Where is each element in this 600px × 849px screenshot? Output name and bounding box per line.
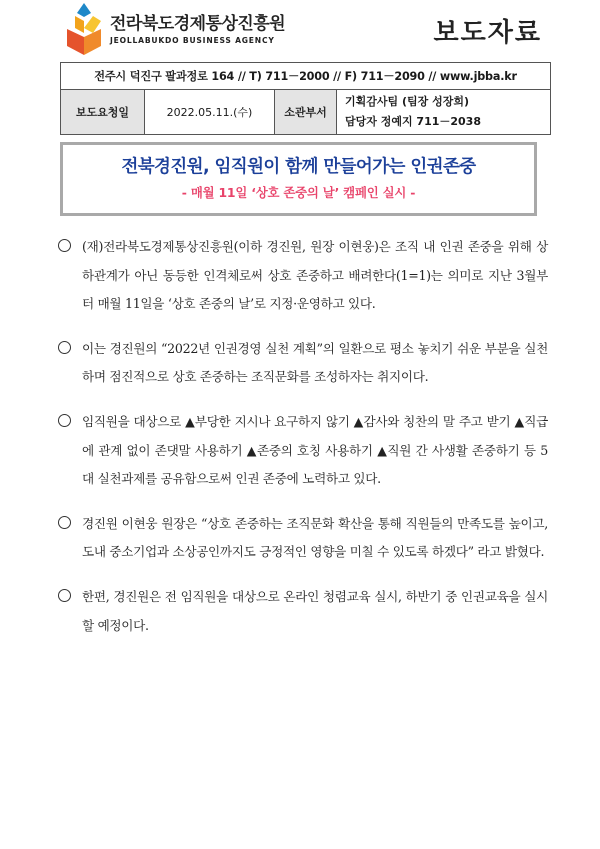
headline-subtitle: - 매월 11일 ‘상호 존중의 날’ 캠페인 실시 -	[181, 185, 416, 200]
contact-person: 담당자 정예지 711－2038	[345, 115, 481, 128]
body-text	[58, 233, 548, 656]
paragraph-text: (재)전라북도경제통상진흥원(이하 경진원, 원장 이현웅)은 조직 내 인권 존중을 위해 상하관계가 아닌 동등한 인격체로써 상호 존중하고 배려한다(1=1)는 의미로 지난 3월부터 매월 11일을 ‘상호 존중의 날’로 지정·운영하고 있다.	[82, 239, 548, 312]
headline-box	[60, 142, 537, 216]
address-cell	[61, 63, 551, 90]
jbba-logo-icon	[67, 3, 101, 55]
department-label: 소관부서	[275, 90, 337, 135]
circle-bullet-icon	[58, 589, 71, 602]
department-name: 기획감사팀 (팀장 성장희)	[345, 95, 469, 108]
paragraph	[58, 510, 548, 567]
info-table	[60, 62, 551, 135]
header	[60, 0, 550, 60]
paragraph-text: 경진원 이현웅 원장은 “상호 존중하는 조직문화 확산을 통해 직원들의 만족도를 높이고, 도내 중소기업과 소상공인까지도 긍정적인 영향을 미칠 수 있도록 하겠다” 라고 밝혔다.	[82, 515, 548, 560]
headline-title: 전북경진원, 임직원이 함께 만들어가는 인권존중	[121, 157, 476, 177]
circle-bullet-icon	[58, 239, 71, 252]
paragraph	[58, 233, 548, 319]
paragraph	[58, 408, 548, 494]
circle-bullet-icon	[58, 516, 71, 529]
paragraph-text: 한편, 경진원은 전 임직원을 대상으로 온라인 청렴교육 실시, 하반기 중 인권교육을 실시할 예정이다.	[82, 588, 548, 633]
address-line: 전주시 덕진구 팔과정로 164 // T) 711－2000 // F) 711－2090 // www.jbba.kr	[94, 70, 517, 83]
circle-bullet-icon	[58, 341, 71, 354]
paragraph	[58, 583, 548, 640]
circle-bullet-icon	[58, 414, 71, 427]
request-date-label: 보도요청일	[61, 90, 145, 135]
department-contact-cell	[337, 90, 551, 135]
org-name-english: JEOLLABUKDO BUSINESS AGENCY	[110, 36, 275, 45]
org-name: 전라북도경제통상진흥원	[110, 14, 286, 34]
paragraph-text: 임직원을 대상으로 ▲부당한 지시나 요구하지 않기 ▲감사와 칭찬의 말 주고 받기 ▲직급에 관계 없이 존댓말 사용하기 ▲존중의 호칭 사용하기 ▲직원 간 사생활 존중하기 등 5대 실천과제를 공유함으로써 인권 존중에 노력하고 있다.	[82, 413, 548, 487]
request-date: 2022.05.11.(수)	[145, 90, 275, 135]
paragraph-text: 이는 경진원의 “2022년 인권경영 실천 계획”의 일환으로 평소 놓치기 쉬운 부분을 실천하며 점진적으로 상호 존중하는 조직문화를 조성하자는 취지이다.	[82, 340, 548, 385]
paragraph	[58, 335, 548, 392]
document-type-title: 보도자료	[433, 18, 542, 48]
